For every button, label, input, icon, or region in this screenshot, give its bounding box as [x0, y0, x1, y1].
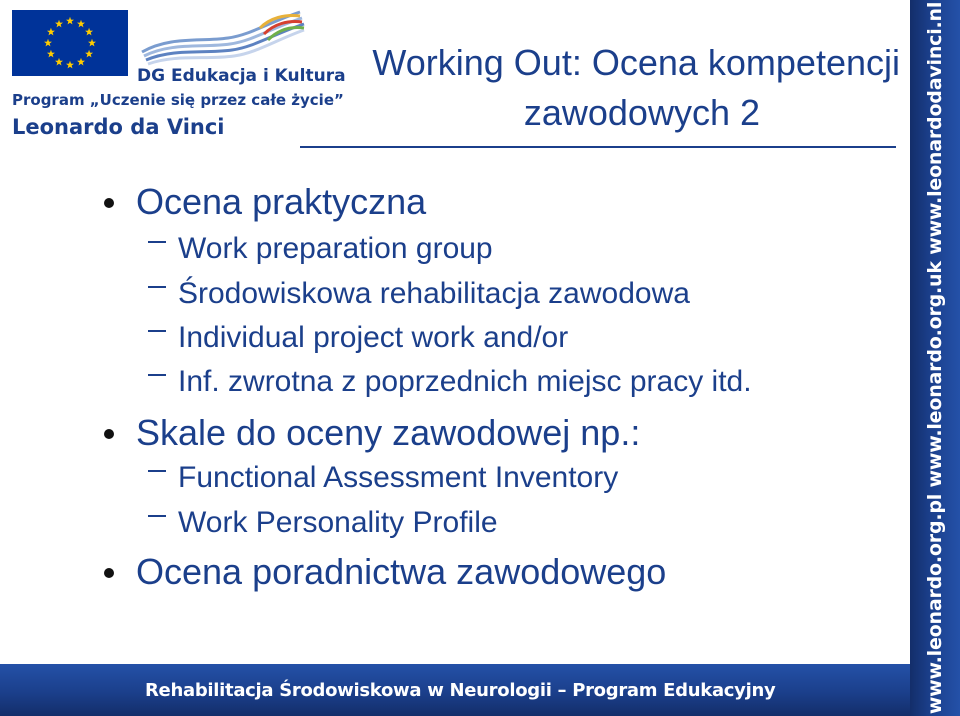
website-links-text: www.leonardo.org.pl www.leonardo.org.uk www.leonardodavinci.nl [924, 1, 946, 715]
sub-item [148, 231, 848, 267]
slide-title-line1: Working Out: Ocena kompetencji [372, 42, 900, 83]
sub-item-text: Work preparation group [178, 232, 493, 265]
dg-label: DG Edukacja i Kultura [137, 66, 346, 86]
bullet-dot-icon [104, 568, 114, 578]
program-label: Program „Uczenie się przez całe życie” [12, 91, 344, 109]
footer-text: Rehabilitacja Środowiskowa w Neurologii – Program Edukacyjny [145, 680, 776, 701]
sub-item-text: Individual project work and/or [178, 321, 569, 354]
bullet-item [104, 552, 804, 592]
dash-icon [148, 470, 166, 472]
sub-item [148, 505, 848, 541]
website-sidebar [910, 0, 960, 716]
bullet-text: Ocena poradnictwa zawodowego [136, 551, 667, 592]
footer-bar [0, 664, 910, 716]
dash-icon [148, 241, 166, 243]
sub-item [148, 364, 888, 400]
bullet-text: Ocena praktyczna [136, 181, 427, 222]
bullet-dot-icon [104, 429, 114, 439]
bullet-text: Skale do oceny zawodowej np.: [136, 412, 641, 453]
dash-icon [148, 374, 166, 376]
sub-item [148, 320, 848, 356]
dash-icon [148, 286, 166, 288]
sub-item [148, 276, 848, 312]
slide-title-line2: zawodowych 2 [523, 92, 760, 133]
sub-item-text: Inf. zwrotna z poprzednich miejsc pracy itd. [178, 365, 752, 398]
bullet-item [104, 413, 804, 453]
bullet-item [104, 182, 804, 222]
bullet-dot-icon [104, 198, 114, 208]
sub-item [148, 460, 848, 496]
leonardo-label: Leonardo da Vinci [12, 115, 225, 139]
sub-item-text: Środowiskowa rehabilitacja zawodowa [178, 277, 690, 310]
dash-icon [148, 515, 166, 517]
sub-item-text: Work Personality Profile [178, 506, 498, 539]
dash-icon [148, 330, 166, 332]
sub-item-text: Functional Assessment Inventory [178, 461, 619, 494]
